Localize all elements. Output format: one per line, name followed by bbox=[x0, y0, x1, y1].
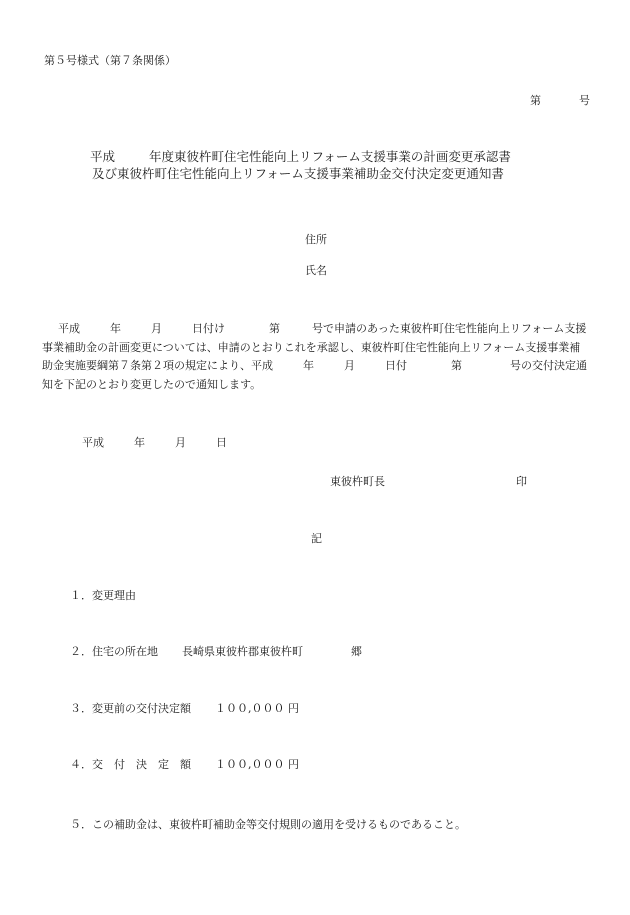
item-number: １． bbox=[70, 589, 92, 602]
item-label: 住宅の所在地 bbox=[92, 645, 158, 658]
issuer-line bbox=[330, 473, 527, 489]
address-label: 住所 bbox=[305, 233, 327, 246]
item-grant-amount bbox=[70, 756, 299, 772]
item-number: ３． bbox=[70, 702, 92, 715]
item-regulation-note bbox=[70, 816, 466, 832]
body-month: 月 bbox=[151, 322, 162, 335]
item-prior-grant-amount bbox=[70, 700, 299, 716]
body-day-dated: 日付け bbox=[192, 322, 225, 335]
item-label: 変更理由 bbox=[92, 589, 136, 602]
item-text: この補助金は、東彼杵町補助金等交付規則の適用を受けるものであること。 bbox=[92, 818, 466, 831]
notice-body bbox=[42, 320, 590, 394]
title-line-2: 及び東彼杵町住宅性能向上リフォーム支援事業補助金交付決定変更通知書 bbox=[92, 166, 504, 181]
date-era: 平成 bbox=[82, 436, 104, 449]
form-label: 第５号様式（第７条関係） bbox=[44, 54, 176, 67]
item-value: １００,０００ 円 bbox=[215, 758, 299, 771]
note-heading: 記 bbox=[311, 532, 322, 545]
title-line-1 bbox=[90, 148, 511, 165]
date-month: 月 bbox=[175, 436, 186, 449]
item-number: ２． bbox=[70, 645, 92, 658]
body-text-a: 号で申請のあった東彼杵町住宅性能向上リフォーム支援事業補助金の計画変更については、申請のとおりこれを承認し、東彼杵町住宅性能向上リフォーム支援事業補助金実施要綱第７条第２項の規定により、 bbox=[42, 322, 587, 372]
seal-mark: 印 bbox=[516, 475, 527, 488]
item-value: 長崎県東彼杵郡東彼杵町 bbox=[182, 645, 303, 658]
date-year: 年 bbox=[134, 436, 145, 449]
issuer-title: 東彼杵町長 bbox=[330, 475, 385, 488]
issue-date bbox=[82, 434, 227, 450]
title-line1-rest: 年度東彼杵町住宅性能向上リフォーム支援事業の計画変更承認書 bbox=[149, 149, 511, 164]
item-house-location bbox=[70, 643, 362, 659]
document-number bbox=[530, 92, 590, 108]
body-era-2: 平成 bbox=[251, 359, 273, 372]
title-era: 平成 bbox=[90, 149, 116, 164]
body-day-2: 日付 bbox=[385, 359, 407, 372]
item-value: １００,０００ 円 bbox=[215, 702, 299, 715]
item-suffix: 郷 bbox=[351, 645, 362, 658]
doc-number-suffix: 号 bbox=[579, 94, 590, 107]
body-year: 年 bbox=[110, 322, 121, 335]
name-label: 氏名 bbox=[305, 264, 327, 277]
body-month-2: 月 bbox=[344, 359, 355, 372]
body-no-prefix: 第 bbox=[269, 322, 280, 335]
doc-number-prefix: 第 bbox=[530, 94, 541, 107]
body-no-prefix-2: 第 bbox=[451, 359, 462, 372]
item-number: ５． bbox=[70, 818, 92, 831]
body-text-b: 号の交付決定通知を下記のとおり変更したので通知します。 bbox=[42, 359, 587, 391]
body-era: 平成 bbox=[58, 322, 80, 335]
date-day: 日 bbox=[216, 436, 227, 449]
item-change-reason bbox=[70, 587, 136, 603]
item-number: ４． bbox=[70, 758, 92, 771]
document-title bbox=[90, 148, 511, 182]
item-label: 変更前の交付決定額 bbox=[92, 702, 191, 715]
item-label: 交 付 決 定 額 bbox=[92, 758, 191, 771]
body-year-2: 年 bbox=[303, 359, 314, 372]
